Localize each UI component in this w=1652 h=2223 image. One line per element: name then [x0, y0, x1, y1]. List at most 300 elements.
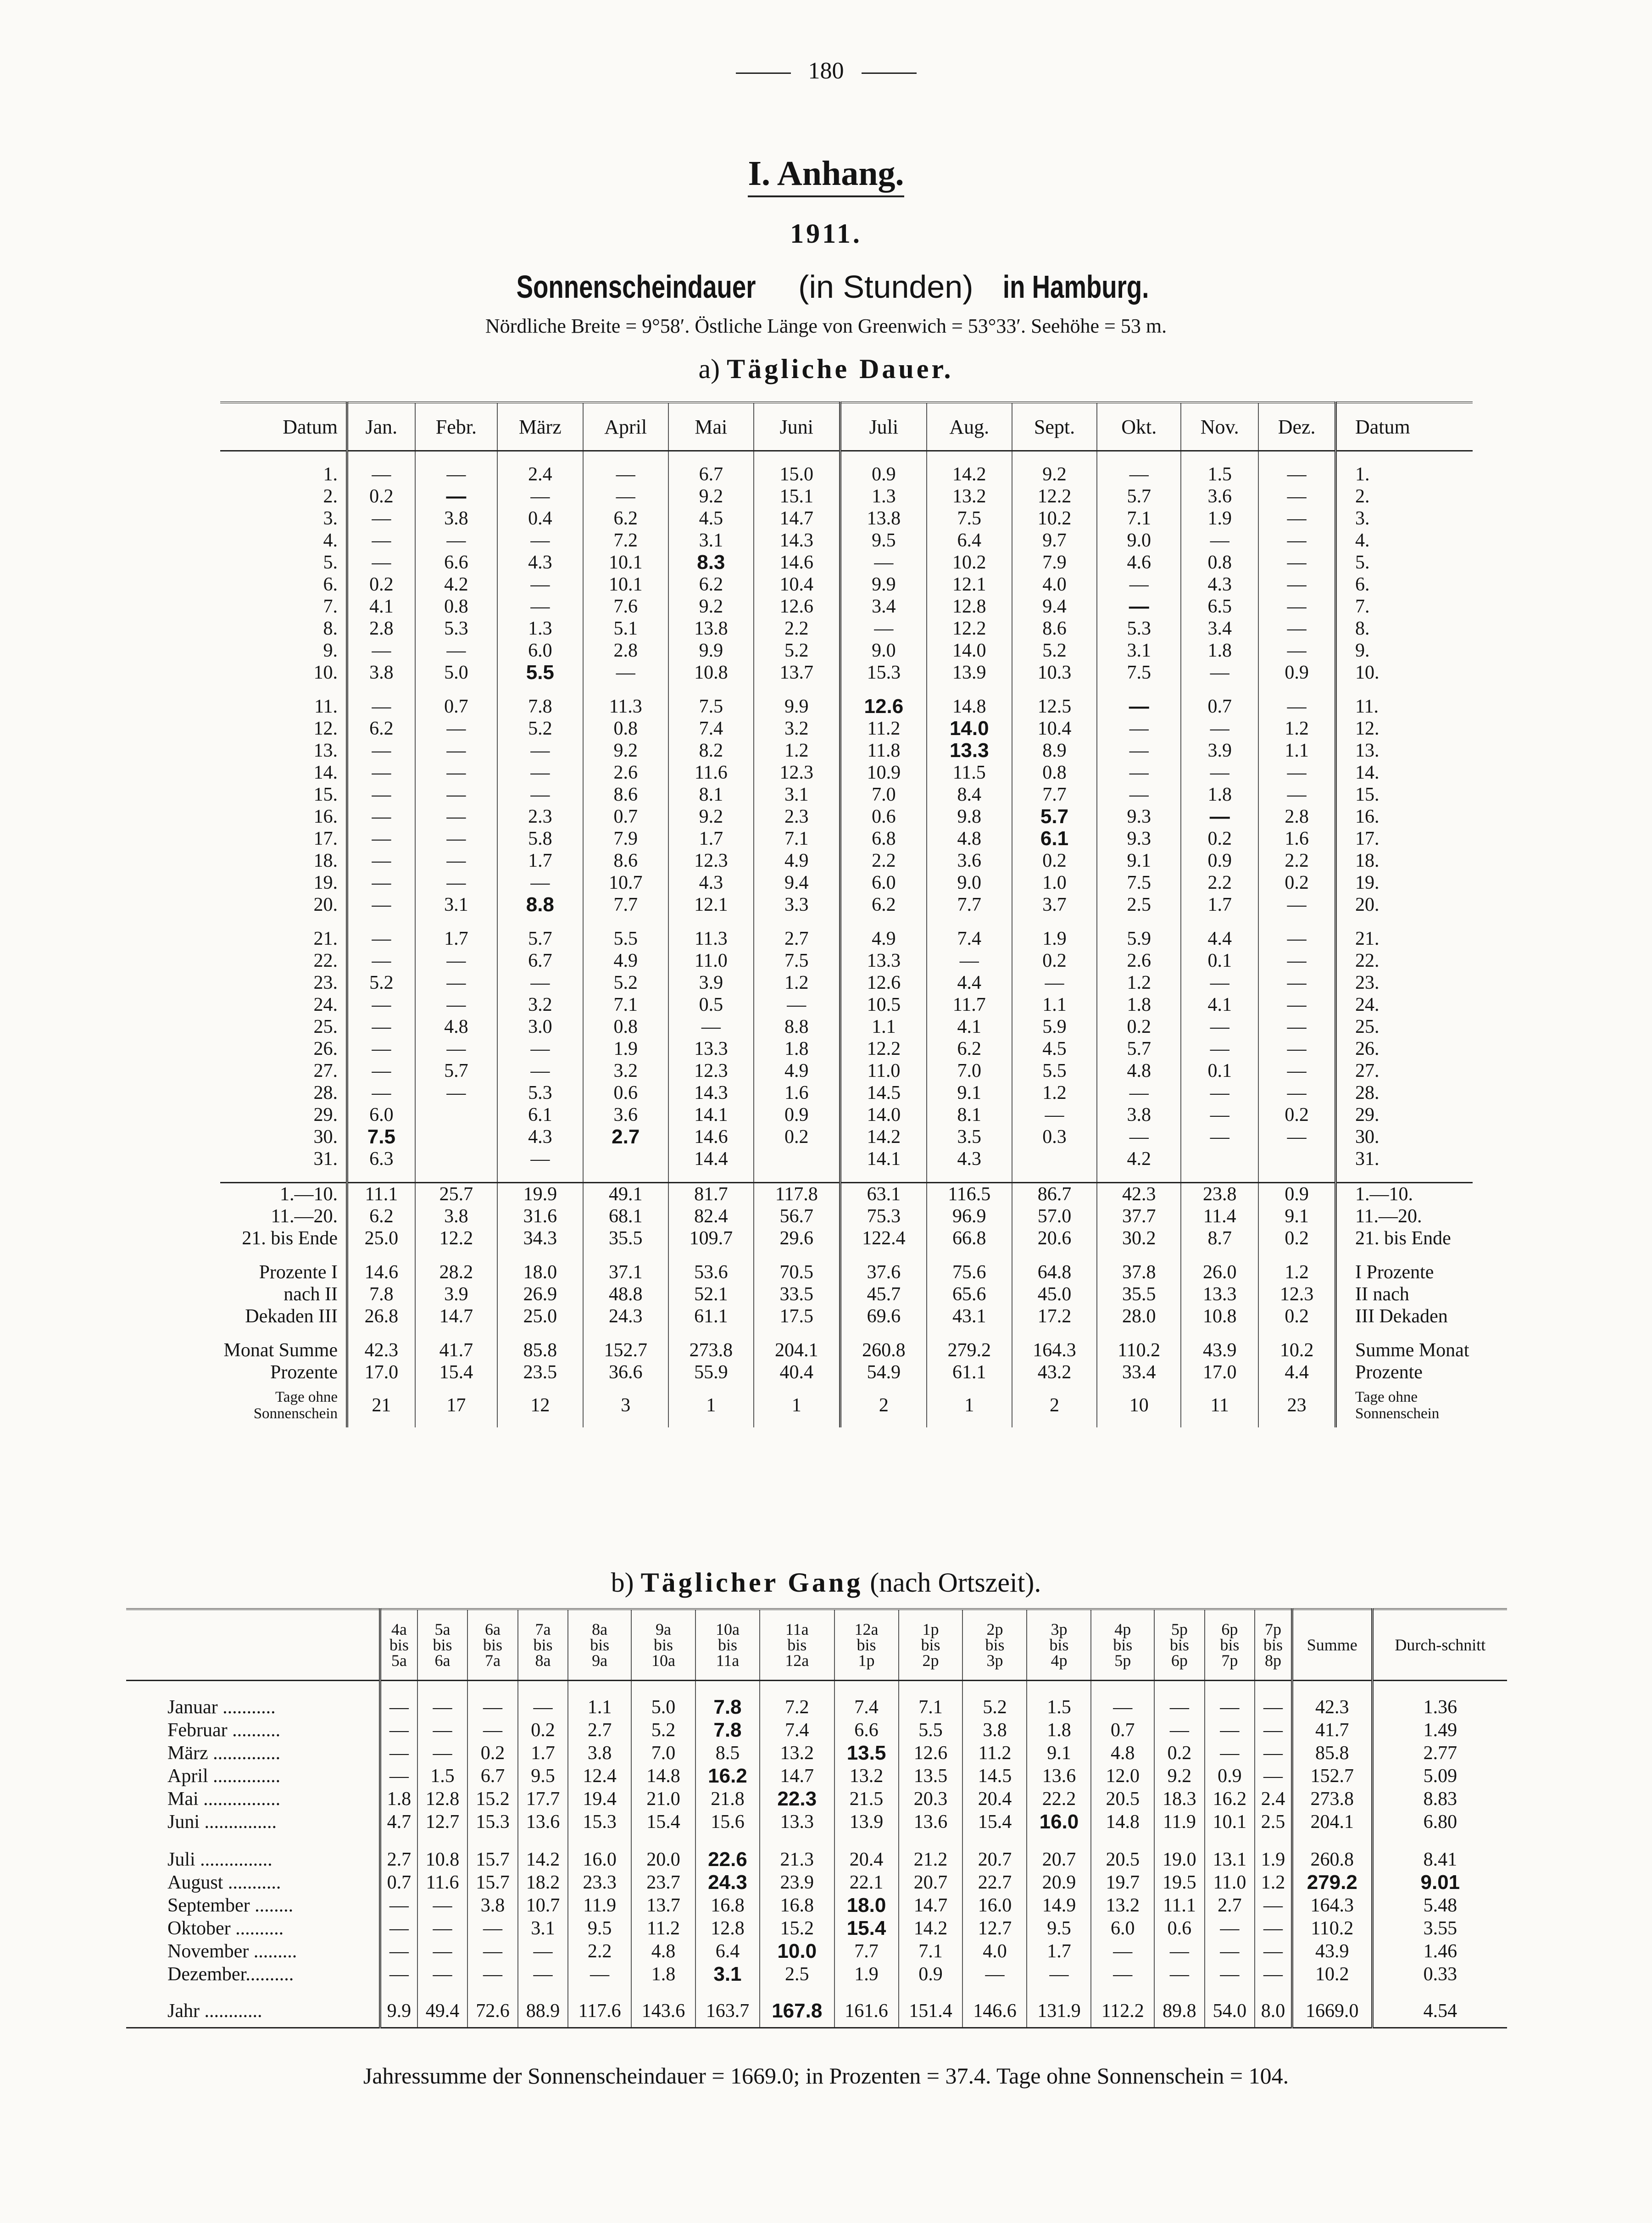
day-value: 7.5: [347, 1126, 415, 1148]
spacer-cell: [1097, 916, 1181, 928]
day-value: 9.0: [927, 872, 1012, 894]
section-a-heading: a) Tägliche Dauer.: [698, 354, 954, 384]
day-value: —: [583, 485, 668, 507]
spacer-cell: [927, 684, 1012, 696]
hour-value: 2.4: [1255, 1788, 1292, 1811]
day-value: 4.3: [927, 1148, 1012, 1170]
total-value: 43.2: [1012, 1361, 1097, 1383]
day-label-right: 1.: [1336, 463, 1473, 485]
spacer-cell: [1181, 916, 1258, 928]
no-sun-value: 1: [754, 1383, 840, 1427]
percent-value: 3.9: [415, 1283, 497, 1305]
day-value: 14.7: [754, 507, 840, 529]
hour-header: [695, 1609, 760, 1681]
hour-header-line: 6a: [485, 1620, 501, 1638]
decade-value: 0.2: [1258, 1227, 1335, 1249]
day-value: 10.5: [840, 994, 927, 1016]
hour-header-line: 7p: [1221, 1651, 1238, 1670]
day-value: 9.3: [1097, 806, 1181, 828]
total-value: 10.2: [1258, 1339, 1335, 1361]
hour-value: —: [518, 1963, 568, 1986]
percent-value: 52.1: [668, 1283, 754, 1305]
day-value: 6.3: [347, 1148, 415, 1170]
total-value: 55.9: [668, 1361, 754, 1383]
day-value: —: [415, 718, 497, 740]
hour-header-line: 5p: [1114, 1651, 1131, 1670]
total-value: 279.2: [927, 1339, 1012, 1361]
spacer-cell: [380, 1833, 417, 1848]
day-label: 5.: [323, 552, 338, 573]
day-value: 0.2: [1012, 850, 1097, 872]
day-value: 5.8: [497, 828, 583, 850]
day-value: 3.9: [668, 972, 754, 994]
no-sun-label-line: Tage ohne: [1355, 1389, 1418, 1405]
day-value: —: [1258, 696, 1335, 718]
spacer-cell: [1181, 684, 1258, 696]
hour-header-line: 8p: [1265, 1651, 1282, 1670]
year-label: Jahr ............: [126, 1995, 380, 2028]
day-value: 4.8: [1097, 1060, 1181, 1082]
hour-value: 8.5: [695, 1742, 760, 1765]
day-value: —: [1258, 463, 1335, 485]
day-label-right: 5.: [1336, 552, 1473, 574]
day-value: [415, 1126, 497, 1148]
spacer-cell: [834, 1833, 899, 1848]
percent-value: 33.5: [754, 1283, 840, 1305]
hour-value: 12.7: [417, 1811, 468, 1833]
percent-value: 17.2: [1012, 1305, 1097, 1327]
hour-header-line: bis: [1049, 1636, 1069, 1654]
hour-value: 19.0: [1154, 1848, 1205, 1871]
day-value: 0.2: [347, 574, 415, 596]
spacer-cell: [695, 1833, 760, 1848]
hour-value: 1.8: [380, 1788, 417, 1811]
spacer-cell: [1255, 1681, 1292, 1696]
hour-value: 24.3: [695, 1871, 760, 1894]
hour-value: 14.2: [899, 1917, 963, 1940]
spacer-cell: [668, 451, 754, 464]
day-value: 1.2: [1097, 972, 1181, 994]
day-label-right: 12.: [1336, 718, 1473, 740]
spacer-cell: [668, 684, 754, 696]
hour-header-line: 12a: [785, 1651, 809, 1670]
day-value: —: [1181, 972, 1258, 994]
hour-value: —: [1205, 1742, 1255, 1765]
hour-value: —: [380, 1742, 417, 1765]
day-value: —: [1258, 552, 1335, 574]
day-value: 0.9: [1181, 850, 1258, 872]
day-label-right: 24.: [1336, 994, 1473, 1016]
day-value: 4.3: [497, 552, 583, 574]
day-label-right: 25.: [1336, 1016, 1473, 1038]
month-row: [126, 1917, 1507, 1940]
spacer-cell: [583, 451, 668, 464]
total-value: 33.4: [1097, 1361, 1181, 1383]
day-row: [220, 806, 1473, 828]
day-value: 10.8: [668, 662, 754, 684]
day-value: 5.7: [415, 1060, 497, 1082]
decade-percent-row: [220, 1261, 1473, 1283]
hour-value: 7.2: [760, 1696, 834, 1719]
day-value: 4.9: [840, 928, 927, 950]
spacer-cell: [1012, 684, 1097, 696]
day-value: —: [415, 972, 497, 994]
decade-value: 66.8: [927, 1227, 1012, 1249]
spacer-cell: [754, 451, 840, 464]
day-value: 10.4: [754, 574, 840, 596]
day-value: —: [415, 1038, 497, 1060]
hour-value: 18.2: [518, 1871, 568, 1894]
hour-value: 14.8: [1091, 1811, 1154, 1833]
day-value: 2.8: [583, 640, 668, 662]
hour-header-line: bis: [1220, 1636, 1240, 1654]
day-value: 7.5: [668, 696, 754, 718]
day-label-right: 13.: [1336, 740, 1473, 762]
spacer-cell: [220, 451, 347, 464]
day-value: —: [1258, 1016, 1335, 1038]
day-value: —: [347, 640, 415, 662]
day-value: 1.2: [754, 740, 840, 762]
spacer-cell: [840, 684, 927, 696]
spacer-row: [220, 1327, 1473, 1339]
day-value: 8.1: [927, 1104, 1012, 1126]
hour-value: 20.0: [631, 1848, 695, 1871]
day-value: [1181, 1148, 1258, 1170]
day-value: 0.4: [497, 507, 583, 529]
month-label: Dezember..........: [167, 1964, 294, 1985]
day-value: 15.3: [840, 662, 927, 684]
total-value: 4.4: [1258, 1361, 1335, 1383]
day-value: 7.0: [840, 784, 927, 806]
day-value: 1.5: [1181, 463, 1258, 485]
month-row: [126, 1848, 1507, 1871]
hour-value: 42.3: [1292, 1696, 1372, 1719]
hour-value: 2.7: [380, 1848, 417, 1871]
day-value: 6.8: [840, 828, 927, 850]
spacer-cell: [899, 1986, 963, 1995]
spacer-cell: [1292, 1986, 1372, 1995]
decade-percent-row: [220, 1305, 1473, 1327]
day-value: 3.1: [754, 784, 840, 806]
hour-value: 11.1: [1154, 1894, 1205, 1917]
hour-value: 260.8: [1292, 1848, 1372, 1871]
day-value: 5.7: [1097, 485, 1181, 507]
spacer-cell: [497, 1327, 583, 1339]
day-value: 14.6: [668, 1126, 754, 1148]
decade-value: 25.7: [415, 1183, 497, 1206]
hour-value: 204.1: [1292, 1811, 1372, 1833]
hour-value: 1.5: [1027, 1696, 1091, 1719]
day-value: —: [1258, 950, 1335, 972]
hour-value: 7.4: [834, 1696, 899, 1719]
hour-value: 15.3: [467, 1811, 518, 1833]
spacer-cell: [760, 1681, 834, 1696]
hour-header-line: 8a: [535, 1651, 551, 1670]
day-row: [220, 972, 1473, 994]
day-value: 6.2: [668, 574, 754, 596]
spacer-cell: [417, 1986, 468, 1995]
year-value: 131.9: [1027, 1995, 1091, 2028]
day-value: 0.8: [1181, 552, 1258, 574]
day-value: —: [415, 850, 497, 872]
day-value: 6.2: [583, 507, 668, 529]
month-row: [126, 1765, 1507, 1788]
no-sun-value: 1: [668, 1383, 754, 1427]
percent-value: 45.0: [1012, 1283, 1097, 1305]
day-value: —: [415, 740, 497, 762]
day-row: [220, 696, 1473, 718]
day-value: —: [347, 740, 415, 762]
hour-value: 16.0: [568, 1848, 631, 1871]
day-value: —: [1258, 1082, 1335, 1104]
day-value: 3.1: [668, 529, 754, 552]
hour-value: 20.5: [1091, 1848, 1154, 1871]
spacer-cell: [347, 451, 415, 464]
day-value: —: [497, 1038, 583, 1060]
percent-value: 18.0: [497, 1261, 583, 1283]
day-value: 14.5: [840, 1082, 927, 1104]
decade-value: 29.6: [754, 1227, 840, 1249]
day-value: 7.0: [927, 1060, 1012, 1082]
day-value: 6.0: [840, 872, 927, 894]
day-value: 7.5: [754, 950, 840, 972]
hour-header-line: 10a: [715, 1620, 740, 1638]
day-label-right: 8.: [1336, 618, 1473, 640]
decade-value: 8.7: [1181, 1227, 1258, 1249]
day-value: —: [347, 950, 415, 972]
spacer-cell: [754, 1327, 840, 1339]
day-value: —: [1258, 507, 1335, 529]
hour-value: 0.7: [380, 1871, 417, 1894]
hour-header-line: 7a: [535, 1620, 551, 1638]
day-value: 0.3: [1012, 1126, 1097, 1148]
day-value: 10.9: [840, 762, 927, 784]
day-row: [220, 1126, 1473, 1148]
day-value: 10.4: [1012, 718, 1097, 740]
decade-label: 1.—10.: [220, 1183, 347, 1206]
decade-value: 19.9: [497, 1183, 583, 1206]
hour-value: 0.7: [1091, 1719, 1154, 1742]
hour-header-line: bis: [533, 1636, 553, 1654]
month-row: [126, 1894, 1507, 1917]
spacer-cell: [1097, 451, 1181, 464]
day-value: 5.2: [497, 718, 583, 740]
spacer-cell: [1012, 1249, 1097, 1261]
hour-value: 16.8: [760, 1894, 834, 1917]
percent-value: 53.6: [668, 1261, 754, 1283]
hour-header-line: bis: [389, 1636, 409, 1654]
day-value: 8.6: [583, 850, 668, 872]
hour-value: 11.9: [1154, 1811, 1205, 1833]
decade-value: 82.4: [668, 1205, 754, 1227]
spacer-cell: [1181, 1327, 1258, 1339]
percent-value: 10.8: [1181, 1305, 1258, 1327]
spacer-cell: [126, 1833, 380, 1848]
percent-value: 70.5: [754, 1261, 840, 1283]
percent-label: Dekaden III: [245, 1306, 338, 1327]
hour-value: 23.9: [760, 1871, 834, 1894]
hour-value: 19.5: [1154, 1871, 1205, 1894]
month-label: August ...........: [167, 1872, 281, 1893]
total-value: 61.1: [927, 1361, 1012, 1383]
day-value: 13.3: [927, 740, 1012, 762]
day-value: 13.2: [927, 485, 1012, 507]
day-value: 2.2: [754, 618, 840, 640]
day-value: 9.5: [840, 529, 927, 552]
day-value: 5.3: [1097, 618, 1181, 640]
total-value: 110.2: [1097, 1339, 1181, 1361]
hour-value: 110.2: [1292, 1917, 1372, 1940]
hour-value: 4.8: [1091, 1742, 1154, 1765]
day-value: 10.2: [927, 552, 1012, 574]
spacer-cell: [497, 916, 583, 928]
day-value: [1258, 1148, 1335, 1170]
day-label-right: 6.: [1336, 574, 1473, 596]
hour-value: 3.1: [695, 1963, 760, 1986]
spacer-row: [126, 1833, 1507, 1848]
day-value: 4.1: [927, 1016, 1012, 1038]
day-label: 17.: [313, 828, 338, 849]
spacer-row: [220, 1249, 1473, 1261]
daily-course-table: [126, 1608, 1507, 2028]
day-value: 2.5: [1097, 894, 1181, 916]
day-value: —: [347, 928, 415, 950]
day-value: 7.9: [1012, 552, 1097, 574]
day-value: 1.6: [1258, 828, 1335, 850]
spacer-cell: [840, 916, 927, 928]
hour-value: 15.6: [695, 1811, 760, 1833]
day-value: 1.1: [840, 1016, 927, 1038]
decade-value: 86.7: [1012, 1183, 1097, 1206]
day-value: 5.2: [1012, 640, 1097, 662]
day-value: 0.2: [1097, 1016, 1181, 1038]
spacer-cell: [1091, 1833, 1154, 1848]
day-value: —: [415, 950, 497, 972]
spacer-cell: [583, 684, 668, 696]
hour-header: [1154, 1609, 1205, 1681]
percent-value: 26.8: [347, 1305, 415, 1327]
hour-header-line: 7a: [485, 1651, 501, 1670]
spacer-cell: [1258, 916, 1335, 928]
day-value: —: [497, 762, 583, 784]
day-label: 23.: [313, 972, 338, 993]
day-value: —: [668, 1016, 754, 1038]
day-value: 0.2: [347, 485, 415, 507]
decade-value: 23.8: [1181, 1183, 1258, 1206]
decade-value: 49.1: [583, 1183, 668, 1206]
month-row: [126, 1742, 1507, 1765]
day-label: 21.: [313, 928, 338, 949]
no-sun-label-line: Sonnenschein: [253, 1405, 338, 1422]
day-value: 9.2: [1012, 463, 1097, 485]
hour-value: 0.33: [1372, 1963, 1507, 1986]
spacer-cell: [415, 1170, 497, 1183]
hour-value: 12.0: [1091, 1765, 1154, 1788]
day-label: 7.: [323, 596, 338, 617]
hour-value: 13.1: [1205, 1848, 1255, 1871]
day-value: —: [1097, 696, 1181, 718]
hour-value: 15.4: [962, 1811, 1027, 1833]
spacer-cell: [220, 1249, 347, 1261]
day-value: —: [347, 1060, 415, 1082]
percent-value: 0.2: [1258, 1305, 1335, 1327]
total-label-right: Prozente: [1336, 1361, 1473, 1383]
total-value: 273.8: [668, 1339, 754, 1361]
hour-header-line: bis: [1169, 1636, 1189, 1654]
day-row: [220, 928, 1473, 950]
day-value: 9.2: [583, 740, 668, 762]
hour-value: 20.5: [1091, 1788, 1154, 1811]
no-sun-value: 10: [1097, 1383, 1181, 1427]
day-value: 7.1: [754, 828, 840, 850]
day-value: —: [497, 972, 583, 994]
day-value: 0.6: [840, 806, 927, 828]
spacer-cell: [1336, 1327, 1473, 1339]
spacer-cell: [568, 1681, 631, 1696]
hour-value: 13.5: [834, 1742, 899, 1765]
day-value: 2.2: [1181, 872, 1258, 894]
hour-value: 23.7: [631, 1871, 695, 1894]
day-value: 1.7: [497, 850, 583, 872]
day-label: 20.: [313, 894, 338, 915]
hour-value: 3.1: [518, 1917, 568, 1940]
decade-value: 3.8: [415, 1205, 497, 1227]
hour-value: 4.7: [380, 1811, 417, 1833]
day-value: —: [347, 828, 415, 850]
day-label: 6.: [323, 574, 338, 595]
day-value: —: [1181, 529, 1258, 552]
hour-value: 152.7: [1292, 1765, 1372, 1788]
spacer-cell: [1205, 1986, 1255, 1995]
hour-value: 3.8: [568, 1742, 631, 1765]
day-row: [220, 950, 1473, 972]
spacer-cell: [1181, 1170, 1258, 1183]
day-value: 0.2: [754, 1126, 840, 1148]
hour-value: 6.4: [695, 1940, 760, 1963]
day-value: 6.5: [1181, 596, 1258, 618]
hour-value: 9.01: [1372, 1871, 1507, 1894]
no-sun-value: 11: [1181, 1383, 1258, 1427]
spacer-cell: [518, 1681, 568, 1696]
day-label: 10.: [313, 662, 338, 683]
day-value: 0.2: [1181, 828, 1258, 850]
day-value: 14.1: [668, 1104, 754, 1126]
day-label: 14.: [313, 762, 338, 783]
year-value: 8.0: [1255, 1995, 1292, 2028]
percent-value: 26.0: [1181, 1261, 1258, 1283]
spacer-cell: [583, 916, 668, 928]
hour-value: —: [1154, 1719, 1205, 1742]
day-row: [220, 485, 1473, 507]
spacer-row: [220, 451, 1473, 464]
hour-value: —: [1205, 1696, 1255, 1719]
hour-value: 16.2: [1205, 1788, 1255, 1811]
hour-value: —: [1255, 1894, 1292, 1917]
spacer-cell: [840, 1327, 927, 1339]
day-label-right: 7.: [1336, 596, 1473, 618]
month-total-row: [220, 1339, 1473, 1361]
day-value: 4.8: [927, 828, 1012, 850]
spacer-cell: [668, 916, 754, 928]
hour-value: —: [1154, 1940, 1205, 1963]
hour-header-line: 2p: [922, 1651, 939, 1670]
spacer-cell: [1372, 1681, 1507, 1696]
hour-header: [899, 1609, 963, 1681]
hour-value: —: [467, 1963, 518, 1986]
total-value: 85.8: [497, 1339, 583, 1361]
day-value: 3.9: [1181, 740, 1258, 762]
decade-value: 35.5: [583, 1227, 668, 1249]
